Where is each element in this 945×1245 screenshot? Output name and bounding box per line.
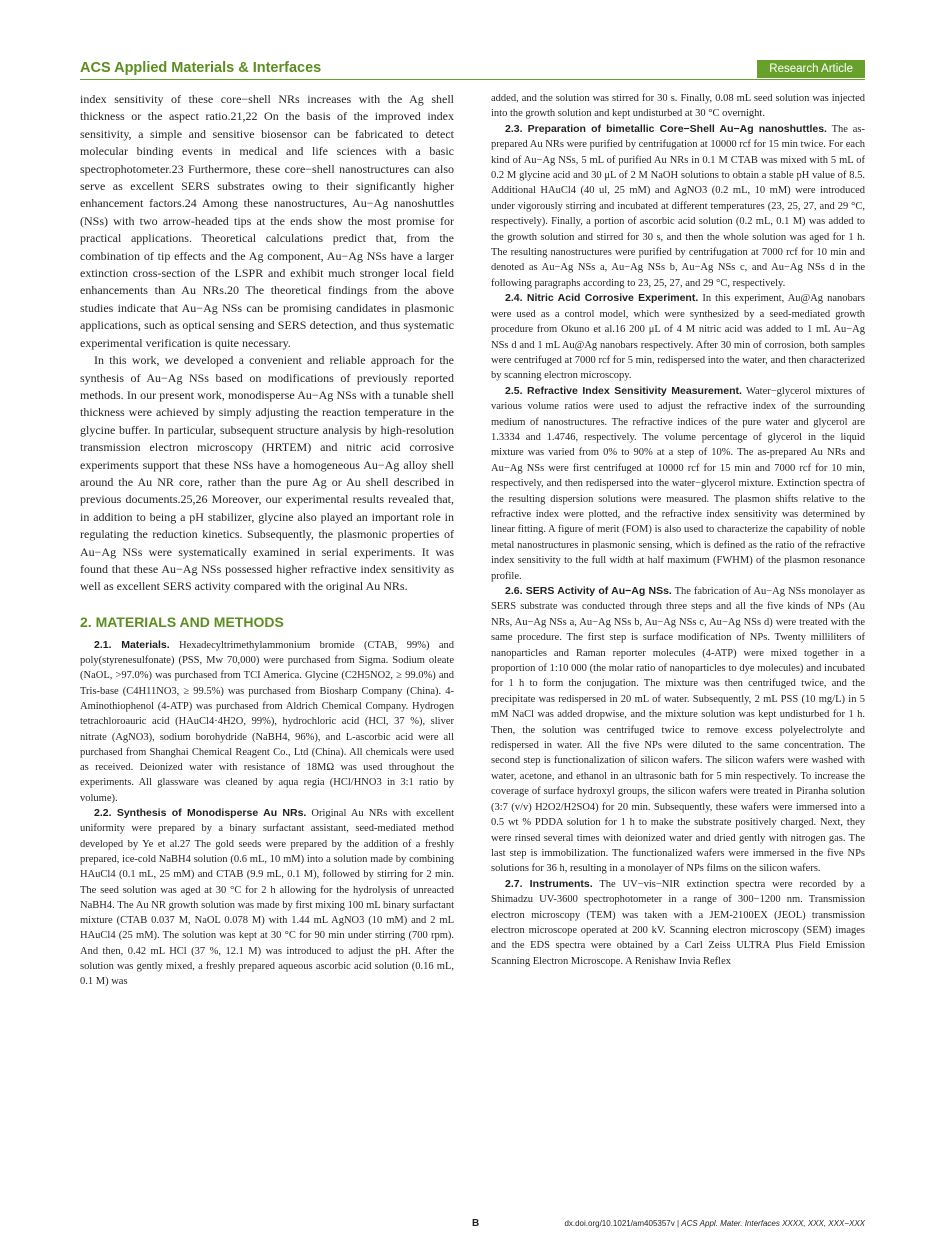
materials-text: Hexadecyltrimethylammonium bromide (CTAB, 99%) and poly(styrenesulfonate) (PSS, Mw 70,000) were purchased from Sigma. Sodium oleate (NaOL, >97.0%) was purchased from TCI America. Glycine (C2H5NO2, ≥ 99.0%) and Tris-base (C4H11NO3, ≥ 99.5%) was purchased from Biosharp Company (China). 4-Aminothiophenol (4-ATP) was purchased from Aldrich Chemical Company. Hydrogen tetrachloroauric acid (HAuCl4·4H2O, 99%), hydrochloric acid (HCl, 37 %), sliver nitrate (AgNO3), sodium borohydride (NaBH4, 96%), and L-ascorbic acid were all purchased from Shanghai Chemical Reagent Co., Ltd (China). All chemicals were used as received. Deionized water with resistance of 18MΩ was used throughout the experiments. All glassware was cleaned by aqua regia (HCl/HNO3 in 3:1 ratio by volume). <box>80 639 454 804</box>
refractive-index-paragraph <box>491 384 865 584</box>
sers-activity-paragraph <box>491 584 865 877</box>
intro-paragraph-1: index sensitivity of these core−shell NRs increases with the Ag shell thickness or the aspect ratio.21,22 On the basis of the improved index sensitivity, a simple and sensitive biosensor can be fabricated to detect molecular binding events in medical and life sciences with a basic spectrophotometer.23 Furthermore, these core−shell nanostructures can also serve as excellent SERS substrates owing to their significantly higher enhancement factors.24 Among these nanostructures, Au−Ag nanoshuttles (NSs) with two arrow-headed tips at the ends show the most promise for practical applications. Theoretical calculations predict that, from the combination of tip effects and the Ag component, Au−Ag NSs have a larger extinction cross-section of the LSPR and exhibit much stronger local field enhancements than Au NRs.20 The theoretical findings from the above studies indicate that Au−Ag NSs can be promising candidates in plasmonic applications, such as optical sensing and SERS detection, and thus systematic experimental verification is quite necessary. <box>80 92 454 350</box>
left-column <box>80 91 454 990</box>
subsection-title-refractive-index: 2.5. Refractive Index Sensitivity Measurement. <box>505 384 742 397</box>
instruments-text: The UV−vis−NIR extinction spectra were recorded by a Shimadzu UV-3600 spectrophotometer in a range of 300−1200 nm. Transmission electron microscopy (TEM) was taken with a JEM-2100EX (JEOL) transmission electron microscope operated at 200 kV. Scanning electron microscopy (SEM) images and the EDS spectra were obtained by a Carl Zeiss ULTRA Plus Field Emission Scanning Electron Microscope. A Renishaw Invia Reflex <box>491 878 865 967</box>
page-footer <box>80 1218 865 1232</box>
continued-paragraph: added, and the solution was stirred for 30 s. Finally, 0.08 mL seed solution was injected into the growth solution and kept undisturbed at 30 °C overnight. <box>491 93 865 120</box>
doi-link[interactable]: dx.doi.org/10.1021/am405357v <box>564 1219 675 1228</box>
subsection-title-nanoshuttle-prep: 2.3. Preparation of bimetallic Core−Shell Au−Ag nanoshuttles. <box>505 122 827 135</box>
synthesis-paragraph <box>80 806 454 990</box>
subsection-title-materials: 2.1. Materials. <box>94 638 170 651</box>
subsection-title-sers-activity: 2.6. SERS Activity of Au−Ag NSs. <box>505 585 672 597</box>
doi-citation: dx.doi.org/10.1021/am405357v | ACS Appl. Mater. Interfaces XXXX, XXX, XXX−XXX <box>564 1219 865 1228</box>
article-type-badge: Research Article <box>757 60 865 78</box>
journal-citation: ACS Appl. Mater. Interfaces XXXX, XXX, XXX−XXX <box>681 1219 865 1228</box>
page-number: B <box>472 1218 480 1229</box>
nitric-acid-paragraph <box>491 291 865 383</box>
subsection-title-synthesis: 2.2. Synthesis of Monodisperse Au NRs. <box>94 807 307 820</box>
nitric-acid-text: In this experiment, Au@Ag nanobars were used as a control model, which were synthesized by a seed-mediated growth procedure from Okuno et al.16 200 μL of 4 M nitric acid was added to 1 mL Au−Ag NSs d and 1 mL Au@Ag nanobars respectively. After 30 min of corrosion, both samples were centrifuged at 7000 rcf for 5 min, redispersed into the water, and then characterized by scanning electron microscopy. <box>491 293 866 382</box>
instruments-paragraph <box>491 877 865 969</box>
subsection-title-instruments: 2.7. Instruments. <box>505 877 593 890</box>
nanoshuttle-prep-text: The as-prepared Au NRs were purified by centrifugation at 10000 rcf for 15 min twice. For each kind of Au−Ag NSs, 5 mL of purified Au NRs in 0.1 M CTAB was mixed with 5 mL of 0.2 M glycine acid and 30 μL of 2 M NaOH solutions to obtain a stable pH value of 8.5. Additional HAuCl4 (40 ul, 25 mM) and AgNO3 (0.2 mL, 10 mM) were introduced under vigorously stirring and incubated at different temperatures (23, 25, 27, and 29 °C, respectively). Finally, a portion of ascorbic acid solution (0.2 mL, 0.1 M) was added to the growth solution and stirred for 30 s, and then the whole solution was aged for 1 h. The resulting nanostructures were purified by centrifugation at 7000 rcf for 10 min and denoted as Au−Ag NSs a, Au−Ag NSs b, Au−Ag NSs c, and Au−Ag NSs d in the following paragraphs according to 23, 25, 27, and 29 °C, respectively. <box>491 123 865 289</box>
right-column <box>491 91 865 969</box>
subsection-title-nitric-acid: 2.4. Nitric Acid Corrosive Experiment. <box>505 292 699 305</box>
nanoshuttle-prep-paragraph <box>491 122 865 291</box>
materials-paragraph <box>80 638 454 806</box>
page-header <box>80 58 865 80</box>
journal-title[interactable]: ACS Applied Materials & Interfaces <box>80 60 322 76</box>
sers-activity-text: The fabrication of Au−Ag NSs monolayer as SERS substrate was conducted through three steps and all the five kinds of NPs (Au NRs, Au−Ag NSs a, Au−Ag NSs b, Au−Ag NSs c, Au−Ag NSs d) were treated with the same procedure. The first step is surface modification of NPs. Twenty milliliters of nanoparticles and Raman reporter molecules (4-ATP) were mixed together in a proportion of 1:10 000 (the molar ratio of nanoparticles to dye molecules) and incubated for 1 h to form the conjugation. The mixture was then centrifuged twice, and the precipitate was redispersed in 20 mL of water. Subsequently, 2 mL PSS (10 mg/L) in 5 mM NaCl was added dropwise, and the mixture solution was kept undisturbed for 1 h. Then, the solution was centrifuged twice to remove excess polyelectrolyte and redispersed in water. All the five NPs were diluted to the same concentration. The second step is functionalization of silicon wafers. The silicon wafers were washed with water, acetone, and ethanol in an ultrasonic bath for 5 min respectively. To increase the coverage of surface hydroxyl groups, the silicon wafers were treated in Piranha solution (3:7 (v/v) H2O2/H2SO4) for 20 min. Subsequently, these wafers were immersed into a 0.5 wt % PDDA solution for 1 h to make the substrate positively charged. Next, they were rinsed several times with deionized water and dried gently with nitrogen gas. The last step is immobilization. The functionalized wafers were immersed in the five NPs solutions for 36 h, resulting in a monolayer of NPs films on the silicon wafers. <box>491 586 866 875</box>
synthesis-text: Original Au NRs with excellent uniformity were prepared by a binary surfactant assistant, seed-mediated method developed by Ye et al.27 The gold seeds were prepared by the addition of a freshly prepared, ice-cold NaBH4 solution (0.6 mL, 10 mM) into a solution made by combining HAuCl4 (0.1 mL, 25 mM) and CTAB (9.9 mL, 0.1 M), followed by stirring for 2 min. The seed solution was aged at 30 °C for 2 h allowing for the hydrolysis of unreacted NaBH4. The Au NR growth solution was made by first mixing 100 mL binary surfactant mixture (CTAB 0.037 M, NaOL 0.078 M) with 1.44 mL AgNO3 (10 mM) and 2 mL HAuCl4 (25 mM). The solution was kept at 30 °C for 90 min under stirring (700 rpm). And then, 0.42 mL HCl (37 %, 12.1 M) was introduced to adjust the pH. After the solution was gently mixed, a freshly prepared aqueous ascorbic acid solution (0.16 mL, 0.1 M) was <box>80 808 454 988</box>
section-heading-materials-methods: 2. MATERIALS AND METHODS <box>80 613 284 630</box>
header-rule <box>80 79 865 80</box>
intro-paragraph-2: In this work, we developed a convenient and reliable approach for the synthesis of Au−Ag NSs based on modifications of previously reported methods. In our present work, monodisperse Au−Ag NSs with a tunable shell thickness were achieved by simply adjusting the reaction temperature in the glycine buffer. In particular, subsequent structure analysis by high-resolution transmission electron microscopy (HRTEM) and nitric acid corrosive experiments support that these NSs have a homogeneous Au−Ag alloy shell around the Au NR core, rather than the pure Ag or Au shell described in previous documents.25,26 Moreover, our experimental results revealed that, in addition to being a pH stabilizer, glycine also played an important role in regulating the reduction kinetics. Subsequently, the plasmonic properties of Au−Ag NSs were systematically examined in serial experiments. It was found that these Au−Ag NSs possessed higher refractive index sensitivity as well as excellent SERS activity compared with the original Au NRs. <box>80 353 454 594</box>
refractive-index-text: Water−glycerol mixtures of various volume ratios were used to adjust the refractive index of the surrounding medium of nanostructures. The refractive indices of the pure water and glycerol are 1.3334 and 1.4746, respectively. The volume percentage of glycerol in the liquid mixture was varied from 0% to 90% at a step of 10%. The as-prepared Au NRs and Au−Ag NSs were first centrifuged at 10000 rcf for 15 min and 7000 rcf for 10 min, respectively, and then redispersed into the water−glycerol mixture. Extinction spectra of the resulting dispersion solutions were measured. The plasmon shifts relative to the refractive index were plotted, and the refractive index sensitivity was determined by linear fitting. A figure of merit (FOM) is also used to characterize the capability of noble metal nanostructures in plasmonic sensing, which is defined as the ratio of the refractive index sensitivity to the full width at half maximum (FWHM) of the plasmon resonance profile. <box>491 385 866 582</box>
